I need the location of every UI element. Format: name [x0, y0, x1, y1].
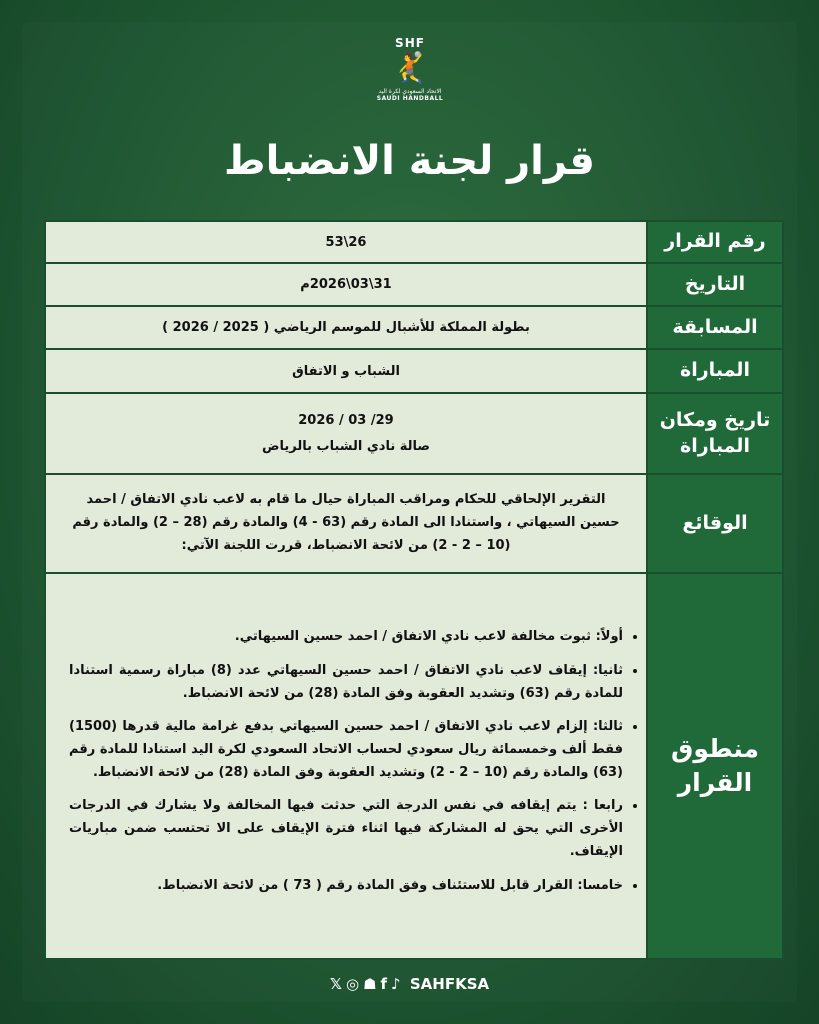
match-venue: صالة نادي الشباب بالرياض — [262, 438, 430, 454]
match: الشباب و الاتفاق — [45, 349, 647, 393]
logo-english: SAUDI HANDBALL — [376, 95, 444, 102]
table-row — [45, 393, 783, 474]
list-item: • أولاً: ثبوت مخالفة لاعب نادي الاتفاق / احمد حسين السيهاتي. — [69, 625, 623, 648]
row-label: المباراة — [647, 349, 783, 393]
table-row — [45, 474, 783, 573]
table-row — [45, 221, 783, 263]
facebook-icon: f — [380, 975, 388, 993]
social-footer — [0, 975, 819, 993]
row-label: رقم القرار — [647, 221, 783, 263]
decision-table — [44, 220, 784, 960]
match-date-venue — [45, 393, 647, 474]
row-label: تاريخ ومكان المباراة — [647, 393, 783, 474]
list-item: • ثانيا: إيقاف لاعب نادي الاتفاق / احمد حسين السيهاتي عدد (8) مباراة رسمية استنادا للمادة رقم (63) وتشديد العقوبة وفق المادة (28) من لائحة الانضباط. — [69, 659, 623, 705]
x-icon: 𝕏 — [329, 975, 342, 993]
saudi-handball-logo — [372, 36, 448, 128]
row-label: المسابقة — [647, 306, 783, 349]
list-item: • رابعا : يتم إيقافه في نفس الدرجة التي حدثت فيها المخالفة ولا يشارك في الدرجات الأخرى التي يحق له المشاركة فيها اثناء فترة الإيقاف على الا تحتسب ضمن مباريات الإيقاف. — [69, 794, 623, 863]
row-label: الوقائع — [647, 474, 783, 573]
instagram-icon: ◎ — [345, 975, 360, 993]
row-label: منطوق القرار — [647, 573, 783, 959]
list-item: • خامسا: القرار قابل للاستئناف وفق المادة رقم ( 73 ) من لائحة الانضباط. — [69, 874, 623, 897]
tiktok-icon: ♪ — [391, 975, 401, 993]
table-row — [45, 349, 783, 393]
decision-number: 53\26 — [45, 221, 647, 263]
match-date: 29/ 03 / 2026 — [298, 412, 394, 428]
decision-items — [47, 615, 645, 916]
list-item: • ثالثا: إلزام لاعب نادي الاتفاق / احمد حسين السيهاتي بدفع غرامة مالية قدرها (1500) فقط ألف وخمسمائة ريال سعودي لحساب الاتحاد السعودي لكرة اليد استنادا للمادة رقم (63) والمادة رقم (10 – 2 - 2) وتشديد العقوبة وفق المادة (28) من لائحة الانضباط. — [69, 715, 623, 784]
page-title: قرار لجنة الانضباط — [224, 138, 595, 184]
social-handle: SAHFKSA — [409, 975, 490, 993]
table-row — [45, 573, 783, 959]
table-row — [45, 263, 783, 306]
decision-date: 31\03\2026م — [45, 263, 647, 306]
handball-player-icon: 🤾 — [391, 51, 429, 86]
row-label: التاريخ — [647, 263, 783, 306]
competition: بطولة المملكة للأشبال للموسم الرياضي ( 2025 / 2026 ) — [45, 306, 647, 349]
logo-abbr: SHF — [395, 36, 425, 50]
incidents-text: التقرير الإلحاقي للحكام ومراقب المباراة حيال ما قام به لاعب نادي الاتفاق / احمد حسين السيهاتي ، واستنادا الى المادة رقم (63 - 4) والمادة رقم (28 – 2) والمادة رقم (10 – 2 - 2) من لائحة الانضباط، قررت اللجنة الآتي: — [72, 492, 620, 553]
table-row — [45, 306, 783, 349]
logo-arabic: الاتحاد السعودي لكرة اليد — [378, 88, 442, 95]
snapchat-icon: ☗ — [363, 975, 377, 993]
